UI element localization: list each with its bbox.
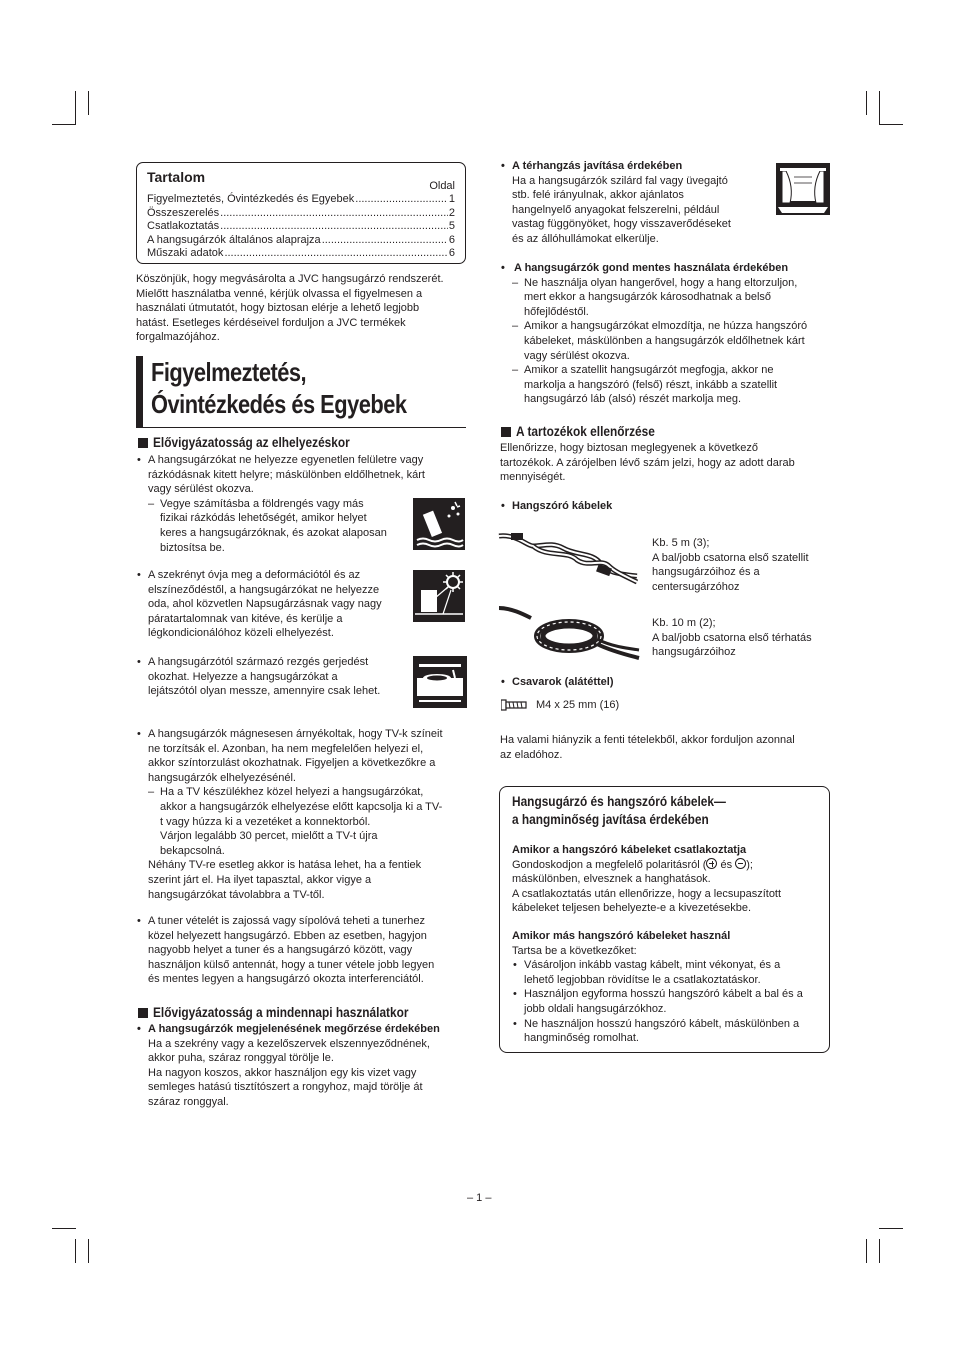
text-line: szerint járt el. Ha ilyet tapasztal, akkor vigye a	[148, 873, 372, 886]
screws-spec: M4 x 25 mm (16)	[536, 699, 620, 711]
subheading: Amikor más hangszóró kábeleket használ	[512, 930, 731, 942]
text-line: akkor a hangsugárzók elhelyezése előtt kapcsolja ki a TV-	[160, 800, 443, 813]
placement-bullet-3	[136, 655, 416, 699]
text-span: Gondoskodjon a megfelelő polaritásról (	[512, 858, 707, 871]
text-line: légkondicionálóhoz közeli elhelyezést.	[148, 627, 334, 640]
section-heading-accessories: A tartozékok ellenőrzése	[501, 424, 674, 440]
text-line: – Ne használja olyan hangerővel, hogy a hang eltorzuljon,	[500, 276, 834, 291]
cable-long-desc	[652, 616, 834, 660]
cable-short-desc	[652, 536, 834, 594]
text-line: és az állóhullámokat elkerülje.	[512, 232, 659, 245]
toc-entry-page: 6	[448, 247, 455, 260]
text-line: – Vegye számításba a földrengés vagy más	[136, 497, 470, 512]
text-line: A bal/jobb csatorna első szatellit	[652, 551, 809, 564]
toc-entry[interactable]	[147, 234, 455, 248]
text-line: – Amikor a szatellit hangsugárzót megfogja, akkor ne	[500, 363, 834, 378]
text-line: Ha a hangsugárzók szilárd fal vagy üvegajtó	[512, 174, 728, 187]
text-line: akkor színtorzulást okozhatnak. Figyeljen a következőkre a	[148, 757, 436, 770]
text-line: rázkódásnak kitett helyre; máskülönben eldőlhetnek, kárt	[148, 468, 425, 481]
text-line: tartozékok. A zárójelben lévő szám jelzi, hogy az adott darab	[500, 456, 795, 469]
text-line: Ellenőrizze, hogy biztosan meglegyenek a következő	[500, 442, 759, 454]
text-line: A bal/jobb csatorna első térhatás	[652, 631, 812, 644]
table-of-contents	[136, 162, 466, 264]
intro-line: használati útmutatót, hogy biztosan elérje a lehető legjobb	[136, 302, 420, 315]
subheading: Amikor a hangszóró kábeleket csatlakoztatja	[512, 844, 747, 856]
text-line: akkor puha, száraz ronggyal törölje le.	[148, 1052, 334, 1065]
main-title-line: Figyelmeztetés,	[151, 357, 307, 387]
toc-entry[interactable]	[147, 247, 455, 261]
text-span: és	[717, 858, 736, 871]
text-line: Ha nagyon koszos, akkor használjon egy kis vizet vagy	[148, 1066, 417, 1079]
toc-entry-title: Összeszerelés	[147, 206, 220, 219]
text-line: • Vásároljon inkább vastag kábelt, mint vékonyat, és a	[512, 958, 828, 973]
accessory-label: • Csavarok (alátéttel)	[500, 675, 700, 690]
text-line: – Ha a TV készülékhez közel helyezi a hangsugárzókat,	[136, 785, 470, 800]
text-line: • A hangsugárzótól származó rezgés gerjedést	[136, 655, 416, 670]
text-line: fizikai rázkódás lehetőségét, amikor helyet	[160, 512, 367, 525]
title-underline	[136, 427, 466, 428]
text-line: száraz ronggyal.	[148, 1095, 229, 1108]
speaker-cable-short-image	[497, 528, 642, 590]
intro-line: forgalmazójához.	[136, 331, 220, 344]
text-line: hangsugárzók elhelyezésénél.	[148, 771, 296, 784]
section-heading-placement: Elővigyázatosság az elhelyezéskor	[138, 435, 377, 451]
subheading: • A térhangzás javítása érdekében	[500, 159, 770, 174]
crop-mark	[879, 1228, 903, 1229]
text-line: stb. felé irányulnak, akkor ajánlatos	[512, 189, 684, 202]
text-line: hangelnyelő anyagokat felszerelni, például	[512, 203, 720, 216]
intro-paragraph	[136, 272, 468, 345]
text-line: Kb. 10 m (2);	[652, 617, 716, 629]
placement-bullet-2	[136, 568, 406, 641]
square-bullet-icon	[501, 427, 511, 437]
screws-label	[500, 675, 700, 690]
text-line: lejátszótól olyan messze, amennyire csak lehet.	[148, 685, 381, 698]
sunlight-icon	[413, 570, 465, 622]
text-line: markolja a hangszóró (felső) részt, inkább a szatellit	[524, 378, 778, 391]
square-bullet-icon	[138, 1008, 148, 1018]
toc-entry-title: Csatlakoztatás	[147, 220, 220, 233]
text-line: Néhány TV-re esetleg akkor is hatása lehet, ha a fentiek	[148, 859, 422, 872]
text-line: vagy sérülést okozva.	[524, 349, 630, 362]
crop-mark	[52, 124, 76, 125]
box-title	[512, 793, 755, 829]
text-line: A csatlakoztatás után ellenőrizze, hogy a lecsupaszított	[512, 887, 782, 900]
box-title-line: Hangsugárzó és hangszóró kábelek—	[512, 794, 726, 809]
text-line: • A szekrényt óvja meg a deformációtól és az	[136, 568, 406, 583]
minus-circle-icon	[735, 858, 746, 869]
crop-mark	[88, 1239, 89, 1263]
intro-line: Mielőtt használatba venné, kérjük olvassa el figyelmesen a	[136, 287, 423, 300]
placement-bullet-5	[136, 914, 470, 987]
text-line: lehető legjobban rövidítse le a csatlakoztatáskor.	[524, 973, 761, 986]
text-line: hőfejlődéstől.	[524, 305, 589, 318]
toc-entry-page: 5	[448, 220, 455, 233]
text-line: keres a hangsugárzóknak, és azokat alaposan	[160, 526, 387, 539]
text-line: hangsugárzóihoz és a	[652, 566, 760, 579]
missing-note	[500, 733, 834, 762]
subheading: • A hangsugárzók megjelenésének megőrzése érdekében	[136, 1022, 470, 1037]
text-line: • A hangsugárzókat ne helyezze egyenetlen felületre vagy	[136, 453, 470, 468]
placement-bullet-4	[136, 727, 470, 902]
page-number: – 1 –	[467, 1192, 492, 1204]
box-title-line: a hangminőség javítása érdekében	[512, 812, 709, 827]
toc-entry-page: 6	[448, 233, 455, 246]
text-line: az eladóhoz.	[500, 748, 563, 761]
crop-mark	[52, 1228, 76, 1229]
text-line: centersugárzóhoz	[652, 580, 740, 593]
toc-entry-title: Figyelmeztetés, Óvintézkedés és Egyebek	[147, 193, 355, 205]
speaker-cable-long-image	[497, 604, 642, 666]
crop-mark	[88, 91, 89, 115]
text-line: oda, ahol közvetlen Napsugárzásnak vagy nagy	[148, 598, 382, 611]
accessories-intro	[500, 441, 834, 485]
text-line: • A tuner vételét is zajossá vagy sípolóvá teheti a tunerhez	[136, 914, 470, 929]
toc-entry-page: 2	[448, 206, 455, 219]
text-line: Ha valami hiányzik a fenti tételekből, akkor forduljon azonnal	[500, 734, 795, 746]
text-line: Kb. 5 m (3);	[652, 537, 710, 549]
box-other-cables-section	[512, 929, 828, 1046]
toc-title: Tartalom	[147, 169, 206, 185]
crop-mark	[75, 91, 76, 124]
text-line: • A hangsugárzók mágnesesen árnyékoltak, hogy TV-k színeit	[136, 727, 470, 742]
toc-entry-page: 1	[448, 193, 455, 205]
text-line: vastag függönyöket, hogy visszaverődéseket	[512, 218, 731, 231]
earthquake-icon	[413, 498, 465, 550]
text-line: kábeleket, máskülönben a hangsugárzók eldőlhetnek kárt	[524, 334, 805, 347]
toc-entry[interactable]	[147, 193, 455, 207]
daily-use-appearance	[136, 1022, 470, 1110]
text-line: semleges hatású tisztítószert a rongyhoz, majd törölje át	[148, 1081, 423, 1094]
curtain-window-icon	[776, 163, 830, 215]
text-span: );	[746, 858, 753, 871]
main-title	[136, 356, 466, 428]
text-line: ne torzítsák el. Azonban, ha nem megfelelően helyezi el,	[148, 742, 424, 755]
text-line: biztosítsa be.	[160, 541, 225, 554]
cables-label	[500, 499, 700, 514]
text-line: hangsugárzóihoz	[652, 646, 736, 659]
text-line: • Ne használjon hosszú hangszóró kábelt, máskülönben a	[512, 1017, 828, 1032]
crop-mark	[879, 124, 903, 125]
text-line: • Használjon egyforma hosszú hangszóró kábelt a bal és a	[512, 987, 828, 1002]
text-line: közel helyezett hangsugárzó. Ebben az esetben, hagyjon	[148, 929, 427, 942]
text-line: t vagy húzza ki a vezetéket a konnektorból.	[160, 815, 371, 828]
polarity-line	[512, 858, 828, 873]
screw-icon	[501, 697, 528, 713]
text-line: mert ekkor a hangsugárzók károsodhatnak a belső	[524, 291, 772, 304]
intro-line: Köszönjük, hogy megvásárolta a JVC hangsugárzó rendszerét.	[136, 273, 444, 285]
crop-mark	[866, 91, 867, 115]
box-connecting-section	[512, 843, 828, 916]
text-line: Tartsa be a következőket:	[512, 944, 637, 957]
text-line: Várjon legalább 30 percet, mielőtt a TV-t újra	[160, 830, 378, 843]
main-title-line: Óvintézkedés és Egyebek	[151, 389, 407, 419]
text-line: vagy sérülést okozva.	[148, 483, 254, 496]
turntable-icon	[413, 656, 467, 708]
text-line: és mentes legyen a hangsugárzó okozta interferenciától.	[148, 973, 424, 986]
text-line: használjon külső antennát, hogy a tuner vétele jobb legyen	[148, 958, 435, 971]
intro-line: hatást. Esetleges kérdéseivel forduljon a JVC termékek	[136, 316, 406, 329]
text-line: máskülönben, elvesznek a hanghatások.	[512, 873, 711, 886]
text-line: kábeleket teljesen behelyezte-e a kivezetésekbe.	[512, 902, 752, 915]
text-line: bekapcsolná.	[160, 844, 225, 857]
text-line: elszíneződéstől, a hangsugárzókat ne helyezze	[148, 583, 380, 596]
cable-quality-box	[499, 786, 830, 1053]
toc-entry-title: Műszaki adatok	[147, 247, 224, 260]
crop-mark	[866, 1239, 867, 1263]
text-line: mennyiségét.	[500, 471, 566, 484]
text-line: hangsugárzó láb (alsó) részét markolja meg.	[524, 393, 742, 406]
toc-page-label: Oldal	[429, 180, 455, 192]
crop-mark	[879, 91, 880, 124]
text-line: hangminőség romolhat.	[524, 1032, 639, 1045]
text-line: nagyobb helyet a tuner és a hangsugárzó között, vagy	[148, 944, 413, 957]
toc-entry-title: A hangsugárzók általános alaprajza	[147, 233, 321, 246]
plus-circle-icon	[706, 858, 717, 869]
square-bullet-icon	[138, 438, 148, 448]
daily-use-trouble-free	[500, 261, 834, 407]
daily-use-surround	[500, 159, 770, 247]
text-line: – Amikor a hangsugárzókat elmozdítja, ne húzza hangszóró	[500, 319, 834, 334]
toc-list	[147, 193, 455, 261]
section-heading-daily-use: Elővigyázatosság a mindennapi használatkor	[138, 1005, 443, 1021]
toc-entry[interactable]	[147, 207, 455, 221]
text-line: páratartalomnak van kitéve, és kerülje a	[148, 612, 343, 625]
text-line: okozhat. Helyezze a hangsugárzókat a	[148, 670, 338, 683]
accessory-label: • Hangszóró kábelek	[500, 499, 700, 514]
text-line: Ha a szekrény vagy a kezelőszervek elszennyeződnének,	[148, 1037, 430, 1050]
text-line: hangsugárzókat távolabbra a TV-től.	[148, 888, 325, 901]
crop-mark	[75, 1239, 76, 1263]
text-line: jobb oldali hangsugárzókhoz.	[524, 1002, 667, 1015]
subheading: • A hangsugárzók gond mentes használata érdekében	[500, 261, 834, 276]
toc-entry[interactable]	[147, 220, 455, 234]
crop-mark	[879, 1239, 880, 1263]
